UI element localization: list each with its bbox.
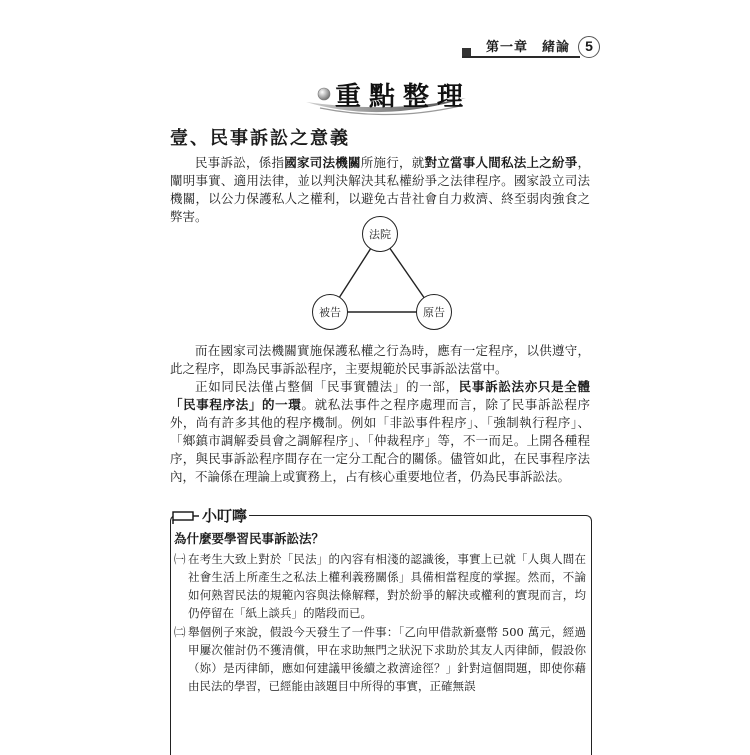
- pen-icon: [172, 507, 200, 525]
- p1-bold-judicial-organ: 國家司法機關: [284, 155, 361, 170]
- tip-item-text: 在考生大致上對於「民法」的內容有相淺的認識後，事實上已就「人與人間在社會生活上所產生之私法上權利義務關係」具備相當程度的掌握。然而，不論如何熟習民法的規範內容與法條解釋，對於紛爭的解決或權利的實現而言，均仍停留在「紙上談兵」的階段而已。: [188, 552, 586, 620]
- p1-bold-dispute: 對立當事人間私法上之紛爭: [424, 155, 578, 170]
- header-rule: [462, 56, 580, 58]
- tip-item-text: 舉個例子來說，假設今天發生了一件事：「乙向甲借款新臺幣 500 萬元，經過甲屢次催討仍不獲清償，甲在求助無門之狀況下求助於其友人丙律師，假設你（妳）是丙律師，應如何建議甲後續之救濟途徑？」針對這個問題，即使你藉由民法的學習，已經能由該題目中所得的事實，正確無誤: [188, 625, 586, 693]
- section-heading: 壹、民事訴訟之意義: [170, 128, 350, 149]
- p1-text-c: 所施行，就: [360, 155, 425, 170]
- node-plaintiff: 原告: [416, 294, 452, 330]
- tip-item-marker: ㈠: [174, 552, 186, 566]
- page-number: 5: [585, 38, 593, 54]
- p3-text-a: 正如同民法僅占整個「民事實體法」的一部，: [195, 379, 459, 394]
- tip-title: 小叮嚀: [202, 507, 248, 525]
- p3-text-c: 。就私法事件之程序處理而言，除了民事訴訟程序外，尚有許多其他的程序機制。例如「非訟事件程序」、「強制執行程序」、「鄉鎮市調解委員會之調解程序」、「仲裁程序」等，不一而足。上開各種程序，與民事訴訟程序間存在一定分工配合的關係。儘管如此，在民事程序法內，不論係在理論上或實務上，占有核心重要地位者，仍為民事訴訟法。: [170, 397, 590, 484]
- tip-box: [170, 505, 594, 750]
- court-parties-diagram: [300, 216, 460, 336]
- p1-text-a: 民事訴訟，係指: [195, 155, 285, 170]
- node-court: 法院: [362, 216, 398, 252]
- tip-question: 為什麼要學習民事訴訟法？: [174, 531, 325, 546]
- p1-text-e: ，闡明事實、適用法律，並以判決解決其私權紛爭之法律程序。國家設立司法機關，以公力保護私人之權利，以避免古昔社會自力救濟、終至弱肉強食之弊害。: [170, 155, 590, 224]
- tip-item: [174, 550, 586, 622]
- banner-title: 重點整理: [335, 82, 472, 112]
- p3-bold-procedural-law: 民事訴訟法亦只是全體「民事程序法」的一環: [170, 379, 590, 412]
- chapter-title: 第一章 緒論: [486, 40, 571, 55]
- key-points-banner: [300, 68, 470, 122]
- paragraph-procedural-law: [170, 378, 590, 486]
- paragraph-procedure: 而在國家司法機關實施保護私權之行為時，應有一定程序，以供遵守，此之程序，即為民事訴訟程序，主要規範於民事訴訟法當中。: [170, 343, 590, 376]
- tip-item-marker: ㈡: [174, 625, 186, 639]
- tip-item: [174, 623, 586, 695]
- node-defendant: 被告: [312, 294, 348, 330]
- running-header: [462, 36, 600, 62]
